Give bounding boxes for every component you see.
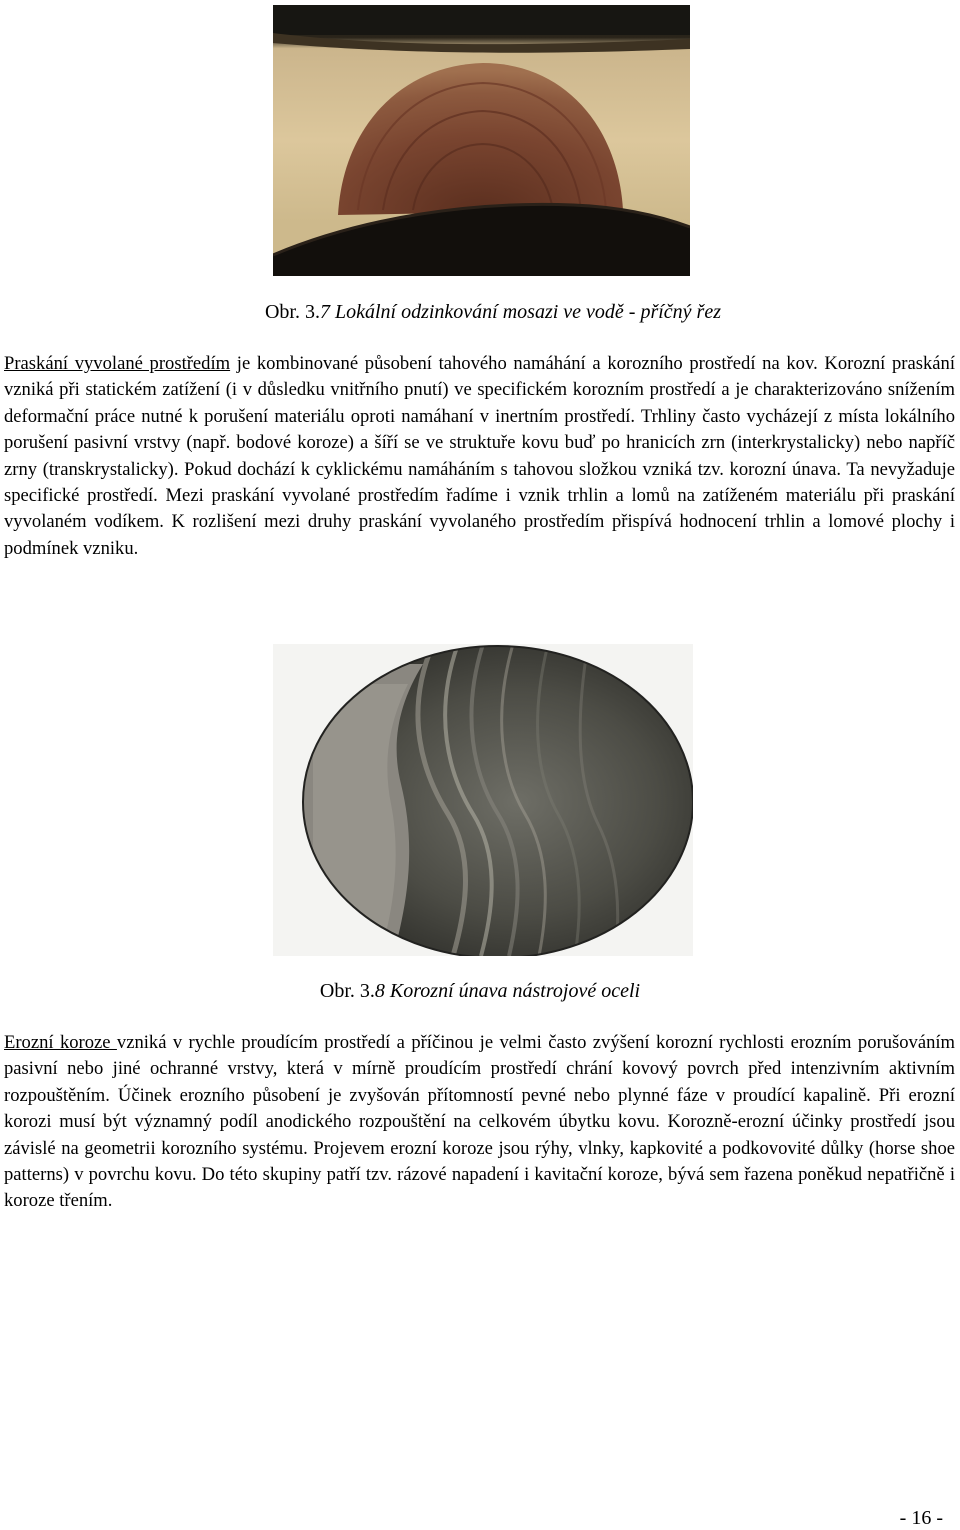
term-erosion-corrosion: Erozní koroze	[4, 1032, 117, 1053]
page-number: - 16 -	[899, 1507, 943, 1529]
dezincification-image	[273, 5, 690, 276]
paragraph-environment-cracking	[4, 351, 955, 562]
paragraph-body: je kombinované působení tahového namáhání a korozního prostředí na kov. Korozní praskání vzniká při statickém zatížení (i v důsledku vnitřního pnutí) ve specifickém korozním prostředí a je charakterizováno snížením deformační práce nutné k porušení materiálu oproti namáhaní v inertním prostředí. Trhliny často vycházejí z místa lokálního porušení pasivní vrstvy (např. bodové koroze) a šíří se ve struktuře kovu buď po hranicích zrn (interkrystalicky) nebo napříč zrny (transkrystalicky). Pokud dochází k cyklickému namáháním s tahovou složkou vzniká tzv. korozní únava. Ta nevyžaduje specifické prostředí. Mezi praskání vyvolané prostředím řadíme i vznik trhlin a lomů na zatíženém materiálu při praskání vyvolaném vodíkem. K rozlišení mezi druhy praskání vyvolaného prostředím přispívá hodnocení trhlin a lomové plochy i podmínek vzniku.	[4, 353, 955, 559]
figure-dezincification-photo	[273, 5, 690, 276]
paragraph-erosion-corrosion	[4, 1030, 955, 1215]
caption-text: 7 Lokální odzinkování mosazi ve vodě - příčný řez	[319, 301, 722, 323]
figure-caption-3-8	[0, 979, 960, 1003]
caption-text: 8 Korozní únava nástrojové oceli	[374, 980, 641, 1002]
caption-number: Obr. 3.	[264, 301, 320, 323]
figure-caption-3-7	[0, 300, 960, 324]
corrosion-fatigue-image	[273, 644, 693, 956]
term-environment-cracking: Praskání vyvolané prostředím	[4, 353, 231, 374]
caption-number: Obr. 3.	[319, 980, 375, 1002]
figure-corrosion-fatigue-photo	[273, 644, 693, 956]
paragraph-body: vzniká v rychle proudícím prostředí a příčinou je velmi často zvýšení korozní rychlosti erozním porušováním pasivní nebo jiné ochranné vrstvy, která v mírně proudícím prostředí chrání kovový povrch před intenzivním aktivním rozpouštěním. Účinek erozního působení je zvyšován přítomností pevné nebo plynné fáze v proudící kapalině. Při erozní korozi musí být významný podíl anodického rozpouštění na celkovém úbytku kovu. Korozně-erozní účinky prostředí jsou závislé na geometrii korozního systému. Projevem erozní koroze jsou rýhy, vlnky, kapkovité a podkovovité důlky (horse shoe patterns) v povrchu kovu. Do této skupiny patří tzv. rázové napadení i kavitační koroze, bývá sem řazena poněkud nepatřičně i koroze třením.	[4, 1032, 955, 1212]
